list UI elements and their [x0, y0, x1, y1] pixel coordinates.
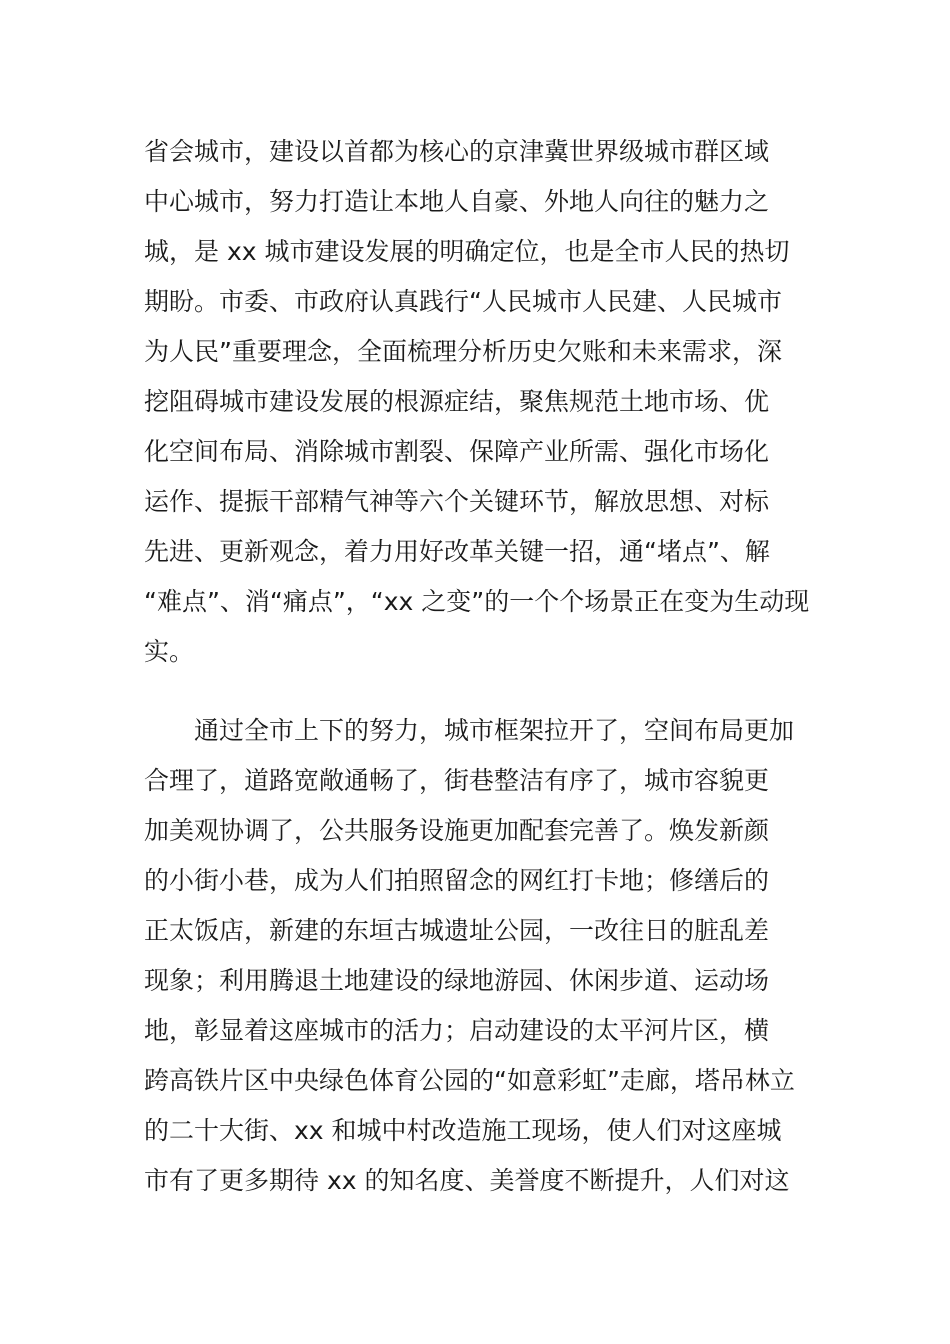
paragraph-1: [144, 127, 810, 677]
document-body: [144, 127, 810, 1206]
text-line: 实。: [144, 637, 195, 666]
text-line: 运作、提振干部精气神等六个关键环节，解放思想、对标: [144, 487, 770, 516]
text-line: 为人民”重要理念，全面梳理分析历史欠账和未来需求，深: [144, 337, 782, 366]
text-line: 先进、更新观念，着力用好改革关键一招，通“堵点”、解: [144, 537, 770, 566]
text-line: 中心城市，努力打造让本地人自豪、外地人向往的魅力之: [144, 187, 770, 216]
text-line: 化空间布局、消除城市割裂、保障产业所需、强化市场化: [144, 437, 770, 466]
text-line: 省会城市，建设以首都为核心的京津冀世界级城市群区域: [144, 137, 770, 166]
text-line: 跨高铁片区中央绿色体育公园的“如意彩虹”走廊，塔吊林立: [144, 1066, 795, 1095]
text-line: 挖阻碍城市建设发展的根源症结，聚焦规范土地市场、优: [144, 387, 770, 416]
text-line: “难点”、消“痛点”，“xx 之变”的一个个场景正在变为生动现: [144, 587, 810, 616]
paragraph-2: [144, 706, 804, 1206]
text-line: 的二十大街、xx 和城中村改造施工现场，使人们对这座城: [144, 1116, 782, 1145]
text-line: 合理了，道路宽敞通畅了，街巷整洁有序了，城市容貌更: [144, 766, 770, 795]
paragraph-spacing: [144, 677, 804, 706]
text-line: 期盼。市委、市政府认真践行“人民城市人民建、人民城市: [144, 287, 782, 316]
text-line: 通过全市上下的努力，城市框架拉开了，空间布局更加: [144, 716, 795, 745]
text-line: 城，是 xx 城市建设发展的明确定位，也是全市人民的热切: [144, 237, 790, 266]
text-line: 市有了更多期待 xx 的知名度、美誉度不断提升，人们对这: [144, 1166, 790, 1195]
text-line: 加美观协调了，公共服务设施更加配套完善了。焕发新颜: [144, 816, 770, 845]
text-line: 的小街小巷，成为人们拍照留念的网红打卡地；修缮后的: [144, 866, 770, 895]
text-line: 地，彰显着这座城市的活力；启动建设的太平河片区，横: [144, 1016, 770, 1045]
text-line: 现象；利用腾退土地建设的绿地游园、休闲步道、运动场: [144, 966, 770, 995]
text-line: 正太饭店，新建的东垣古城遗址公园，一改往日的脏乱差: [144, 916, 770, 945]
